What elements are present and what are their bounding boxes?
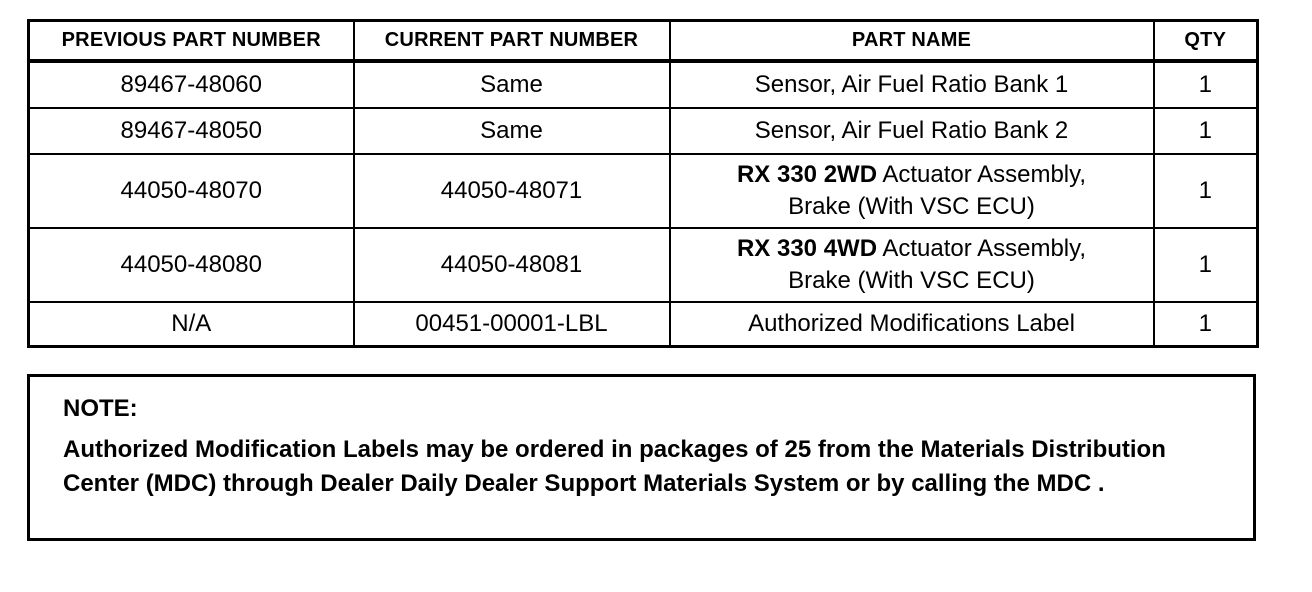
- header-current-part-number: CURRENT PART NUMBER: [354, 21, 670, 62]
- qty: 1: [1154, 61, 1258, 108]
- qty: 1: [1154, 154, 1258, 228]
- part-name: Authorized Modifications Label: [670, 302, 1154, 347]
- note-text: Authorized Modification Labels may be ordered in packages of 25 from the Materials Distribution Center (MDC) through Dealer Daily Dealer Support Materials System or by calling the MDC .: [63, 436, 1166, 497]
- part-name: [670, 154, 1154, 228]
- part-name-text: Actuator Assembly,: [882, 235, 1087, 262]
- part-name-line2: Brake (With VSC ECU): [788, 267, 1035, 294]
- previous-part-number: 89467-48060: [29, 61, 354, 108]
- vehicle-model: RX 330 2WD: [736, 161, 878, 188]
- header-previous-part-number: PREVIOUS PART NUMBER: [29, 21, 354, 62]
- header-part-name: PART NAME: [670, 21, 1154, 62]
- qty: 1: [1154, 302, 1258, 347]
- table-row: [29, 108, 1258, 154]
- previous-part-number: 44050-48080: [29, 228, 354, 302]
- current-part-number: Same: [354, 61, 670, 108]
- part-name-line2: Brake (With VSC ECU): [788, 193, 1035, 220]
- part-name: Sensor, Air Fuel Ratio Bank 1: [670, 61, 1154, 108]
- table-row: [29, 228, 1258, 302]
- previous-part-number: 44050-48070: [29, 154, 354, 228]
- current-part-number: 00451-00001-LBL: [354, 302, 670, 347]
- qty: 1: [1154, 228, 1258, 302]
- table-row: [29, 154, 1258, 228]
- part-name: Sensor, Air Fuel Ratio Bank 2: [670, 108, 1154, 154]
- current-part-number: 44050-48071: [354, 154, 670, 228]
- current-part-number: Same: [354, 108, 670, 154]
- vehicle-model: RX 330 4WD: [736, 235, 878, 262]
- previous-part-number: 89467-48050: [29, 108, 354, 154]
- part-name-text: Actuator Assembly,: [882, 161, 1087, 188]
- note-box: [27, 374, 1256, 541]
- table-row: [29, 302, 1258, 347]
- current-part-number: 44050-48081: [354, 228, 670, 302]
- part-name: [670, 228, 1154, 302]
- parts-table: [27, 19, 1259, 348]
- qty: 1: [1154, 108, 1258, 154]
- note-title: NOTE:: [63, 395, 138, 422]
- header-qty: QTY: [1154, 21, 1258, 62]
- table-row: [29, 61, 1258, 108]
- previous-part-number: N/A: [29, 302, 354, 347]
- table-header-row: [29, 21, 1258, 62]
